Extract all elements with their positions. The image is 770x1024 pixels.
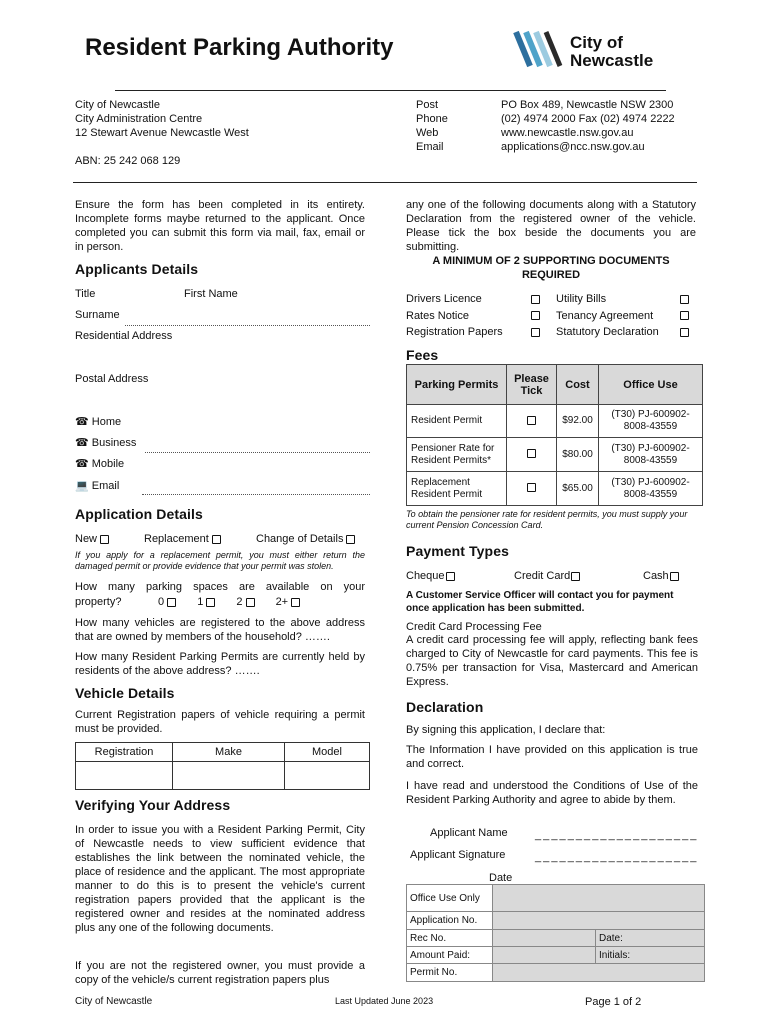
spaces-option-2plus[interactable]: 2+ — [276, 596, 301, 608]
documents-intro: any one of the following documents along with a Statutory Declaration from the registered owner of the vehicle. Please tick the box beside the documents you are submitting. — [406, 199, 696, 253]
spaces-question-cont: property? — [75, 596, 122, 608]
fees-table — [406, 364, 703, 506]
rec-no-label: Rec No. — [407, 930, 493, 947]
org-line: 12 Stewart Avenue Newcastle West — [75, 127, 249, 139]
home-phone-label: ☎ Home — [75, 416, 122, 428]
spaces-option-1[interactable]: 1 — [197, 596, 215, 608]
credit-card-checkbox[interactable] — [571, 572, 580, 581]
fee-tick[interactable] — [507, 438, 557, 472]
payment-label: Credit Card — [514, 570, 571, 582]
email-label: 💻 Email — [75, 480, 120, 492]
fee-office: (T30) PJ-600902-8008-43559 — [599, 405, 703, 438]
payment-label: Cheque — [406, 570, 445, 582]
vehicle-heading: Vehicle Details — [75, 685, 175, 701]
payment-bold-note: A Customer Service Officer will contact you for payment once application has been submitted. — [406, 590, 674, 614]
registration-cell[interactable] — [76, 762, 173, 790]
cash-checkbox[interactable] — [670, 572, 679, 581]
cc-heading: Credit Card Processing Fee — [406, 621, 542, 633]
new-label: New — [75, 533, 98, 545]
spaces-option-0[interactable]: 0 — [158, 596, 176, 608]
fee-tick[interactable] — [507, 405, 557, 438]
application-heading: Application Details — [75, 506, 203, 522]
col-cost: Cost — [557, 365, 599, 405]
contact-label: Phone — [416, 113, 448, 125]
declaration-intro: By signing this application, I declare that: — [406, 724, 606, 736]
contact-value: (02) 4974 2000 Fax (02) 4974 2222 — [501, 113, 675, 125]
email-field[interactable] — [142, 494, 370, 495]
logo-text-line2: Newcastle — [570, 51, 654, 70]
verify-para2: If you are not the registered owner, you must provide a copy of the vehicle/s current registration papers plus — [75, 960, 365, 986]
contact-label: Email — [416, 141, 444, 153]
fee-row — [407, 472, 703, 506]
contact-value: applications@ncc.nsw.gov.au — [501, 141, 645, 153]
initials-label: Initials: — [596, 947, 705, 964]
cc-text: A credit card processing fee will apply, reflecting bank fees charged to City of Newcastle for card payments. This fee is 0.75% per transaction for Visa, Mastercard and American Express. — [406, 634, 698, 688]
declaration-p2: I have read and understood the Conditions of Use of the Resident Parking Authority and agree to abide by them. — [406, 780, 698, 806]
org-line: City Administration Centre — [75, 113, 203, 125]
fee-checkbox[interactable] — [527, 449, 536, 458]
doc-checkbox[interactable] — [680, 295, 689, 304]
fee-row — [407, 438, 703, 472]
fee-cost: $92.00 — [557, 405, 599, 438]
header-rule — [115, 90, 666, 91]
contact-value: PO Box 489, Newcastle NSW 2300 — [501, 99, 674, 111]
application-no-label: Application No. — [407, 912, 493, 930]
replacement-note: If you apply for a replacement permit, you must either return the damaged permit or provide evidence that your permit was stolen. — [75, 550, 365, 571]
doc-checkbox[interactable] — [531, 311, 540, 320]
doc-checkbox[interactable] — [680, 311, 689, 320]
change-checkbox[interactable] — [346, 535, 355, 544]
footer-left: City of Newcastle — [75, 996, 153, 1007]
date-office-label: Date: — [596, 930, 705, 947]
doc-checkbox[interactable] — [531, 295, 540, 304]
payment-label: Cash — [643, 570, 669, 582]
vehicle-table — [75, 742, 370, 790]
fees-heading: Fees — [406, 347, 439, 363]
applicants-heading: Applicants Details — [75, 261, 199, 277]
doc-rates-notice: Rates Notice — [406, 309, 469, 322]
footer-center: Last Updated June 2023 — [335, 996, 434, 1006]
fees-note: To obtain the pensioner rate for resident permits, you must supply your current Pension Concession Card. — [406, 509, 688, 530]
doc-tenancy-agreement: Tenancy Agreement — [556, 309, 654, 322]
new-checkbox[interactable] — [100, 535, 109, 544]
make-cell[interactable] — [173, 762, 285, 790]
col-model: Model — [285, 743, 370, 762]
fee-row — [407, 405, 703, 438]
payment-heading: Payment Types — [406, 543, 509, 559]
declaration-p1: The Information I have provided on this application is true and correct. — [406, 744, 698, 770]
surname-label: Surname — [75, 309, 120, 321]
spaces-checkbox[interactable] — [167, 598, 176, 607]
change-option[interactable] — [256, 532, 355, 546]
col-registration: Registration — [76, 743, 173, 762]
permit-no-field — [493, 964, 705, 982]
first-name-label: First Name — [184, 288, 238, 300]
documents-left-checkboxes — [528, 291, 540, 341]
surname-field[interactable] — [125, 325, 370, 326]
doc-drivers-licence: Drivers Licence — [406, 293, 482, 305]
org-address — [75, 98, 249, 140]
intro-text: Ensure the form has been completed in its entirety. Incomplete forms maybe returned to the applicant. Once completed you can submit this form via mail, fax, email or in person. — [75, 199, 365, 253]
spaces-option-2[interactable]: 2 — [236, 596, 254, 608]
replacement-label: Replacement — [144, 533, 209, 545]
payment-cash[interactable] — [643, 569, 679, 583]
contact-value: www.newcastle.nsw.gov.au — [501, 127, 634, 139]
abn: ABN: 25 242 068 129 — [75, 155, 181, 167]
new-option[interactable] — [75, 532, 109, 546]
spaces-options — [158, 595, 300, 609]
office-use-table — [406, 884, 705, 982]
applicant-signature-label: Applicant Signature — [410, 849, 506, 861]
fee-cost: $65.00 — [557, 472, 599, 506]
footer-page-number: Page 1 of 2 — [585, 996, 642, 1008]
documents-right-checkboxes — [677, 291, 689, 341]
rec-no-field — [493, 930, 596, 947]
applicant-name-label: Applicant Name — [430, 827, 508, 839]
declaration-heading: Declaration — [406, 699, 484, 715]
amount-paid-label: Amount Paid: — [407, 947, 493, 964]
col-make: Make — [173, 743, 285, 762]
doc-checkbox[interactable] — [680, 328, 689, 337]
verify-para1: In order to issue you with a Resident Parking Permit, City of Newcastle needs to view sufficient evidence that establishes the link between the nominated vehicle, the place of residence and the applicant. The most appropriate manner to do this is to present the vehicle's current registration papers provided that the applicant is the registered owner and resides at the nominated address plus any one of the following documents. — [75, 824, 365, 934]
fee-office: (T30) PJ-600902-8008-43559 — [599, 438, 703, 472]
spaces-checkbox[interactable] — [246, 598, 255, 607]
fee-tick[interactable] — [507, 472, 557, 506]
permit-no-label: Permit No. — [407, 964, 493, 982]
doc-utility-bills: Utility Bills — [556, 293, 607, 305]
fee-permit: Replacement Resident Permit — [407, 472, 507, 506]
fee-office: (T30) PJ-600902-8008-43559 — [599, 472, 703, 506]
permits-question: How many Resident Parking Permits are currently held by residents of the above address? ……. — [75, 651, 365, 677]
cheque-checkbox[interactable] — [446, 572, 455, 581]
vehicle-text: Current Registration papers of vehicle requiring a permit must be provided. — [75, 709, 365, 735]
replacement-checkbox[interactable] — [212, 535, 221, 544]
org-line: City of Newcastle — [75, 99, 160, 111]
contact-label: Web — [416, 127, 439, 139]
payment-cheque[interactable] — [406, 569, 455, 583]
doc-checkbox[interactable] — [531, 328, 540, 337]
contact-rule — [73, 182, 697, 183]
col-office-use: Office Use — [599, 365, 703, 405]
spaces-checkbox[interactable] — [291, 598, 300, 607]
spaces-question: How many parking spaces are available on your — [75, 581, 365, 593]
title-label: Title — [75, 288, 96, 300]
replacement-option[interactable] — [144, 532, 221, 546]
business-phone-label: ☎ Business — [75, 437, 137, 449]
contact-label: Post — [416, 99, 439, 111]
contact-values — [501, 98, 675, 154]
spaces-checkbox[interactable] — [206, 598, 215, 607]
date-label: Date — [489, 872, 513, 884]
applicant-signature-field[interactable]: _ _ _ _ _ _ _ _ _ _ _ _ _ _ _ _ _ _ _ _ — [535, 851, 696, 863]
model-cell[interactable] — [285, 762, 370, 790]
application-no-field — [493, 912, 705, 930]
contact-labels — [416, 98, 448, 154]
doc-registration-papers: Registration Papers — [406, 326, 503, 338]
vehicles-question: How many vehicles are registered to the above address that are owned by members of the household? ……. — [75, 617, 365, 643]
payment-credit-card[interactable] — [514, 569, 580, 583]
fee-permit: Pensioner Rate for Resident Permits* — [407, 438, 507, 472]
logo-mark-icon — [512, 26, 568, 74]
documents-right — [556, 291, 659, 341]
postal-label: Postal Address — [75, 373, 149, 385]
fee-checkbox[interactable] — [527, 416, 536, 425]
verify-heading: Verifying Your Address — [75, 797, 231, 813]
page-title: Resident Parking Authority — [85, 34, 394, 61]
fee-checkbox[interactable] — [527, 483, 536, 492]
logo-text-line1: City of — [570, 33, 623, 52]
col-parking-permits: Parking Permits — [407, 365, 507, 405]
col-please-tick: Please Tick — [507, 365, 557, 405]
business-phone-field[interactable] — [145, 452, 370, 453]
city-logo — [512, 26, 672, 76]
doc-statutory-declaration: Statutory Declaration — [556, 326, 659, 338]
office-use-title: Office Use Only — [407, 885, 493, 912]
documents-left — [406, 291, 503, 341]
applicant-name-field[interactable]: _ _ _ _ _ _ _ _ _ _ _ _ _ _ _ _ _ _ _ _ — [535, 829, 696, 841]
residential-label: Residential Address — [75, 330, 173, 342]
fee-permit: Resident Permit — [407, 405, 507, 438]
change-label: Change of Details — [256, 533, 344, 545]
documents-minimum: A MINIMUM OF 2 SUPPORTING DOCUMENTS REQUIRED — [432, 255, 670, 281]
office-use-shaded — [493, 885, 705, 912]
fee-cost: $80.00 — [557, 438, 599, 472]
amount-paid-field — [493, 947, 596, 964]
mobile-label: ☎ Mobile — [75, 458, 125, 470]
